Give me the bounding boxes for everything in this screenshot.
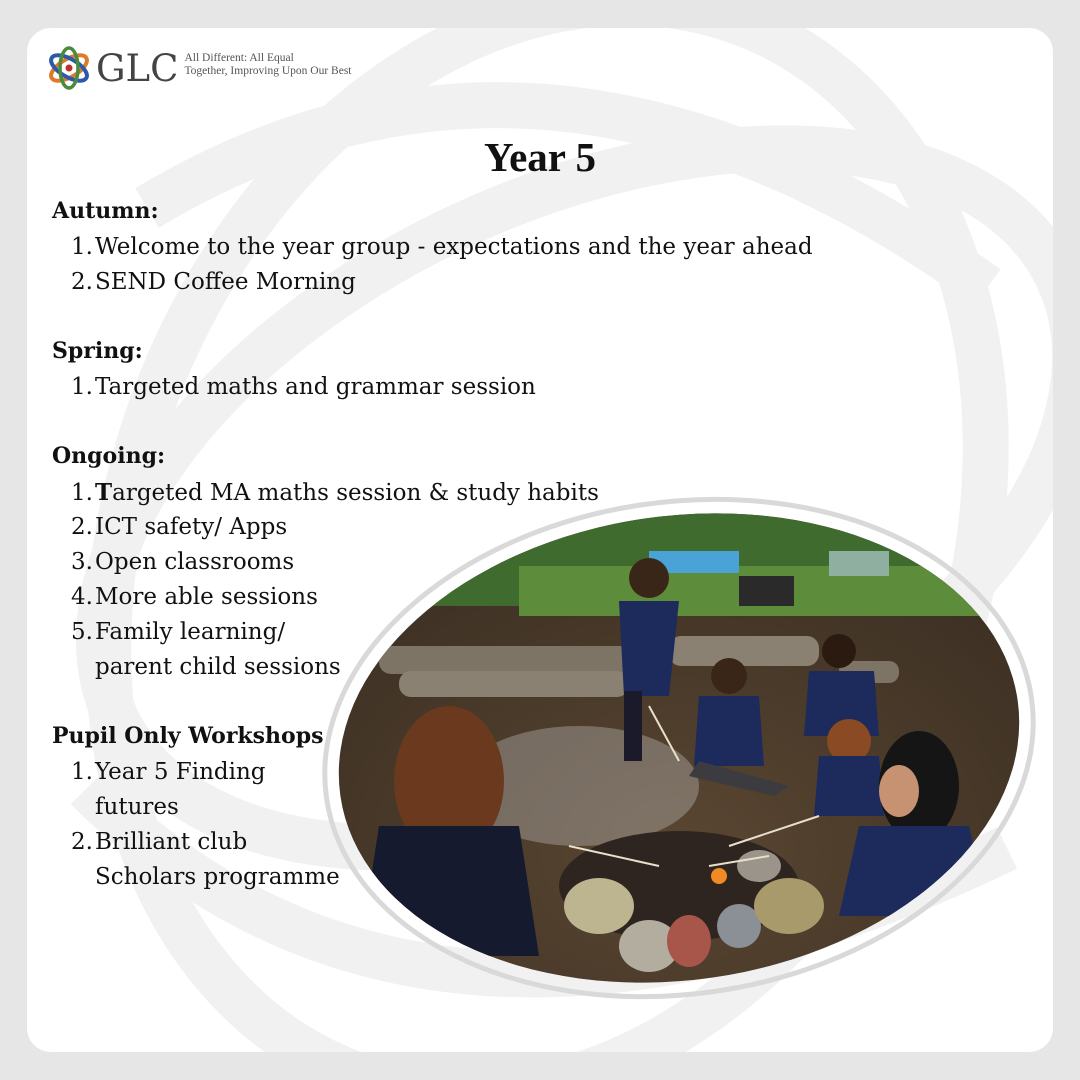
- list-item-text: Brilliant club: [95, 829, 248, 855]
- list-item: [71, 825, 340, 895]
- list-item: [71, 510, 287, 545]
- list-item-text: Open classrooms: [95, 549, 295, 575]
- section-heading-ongoing: Ongoing:: [52, 443, 166, 469]
- page-title: Year 5: [484, 134, 596, 180]
- list-item-text: Targeted maths and grammar session: [95, 374, 536, 400]
- list-item-number: 3.: [71, 549, 93, 575]
- children-campfire-photo: [319, 486, 1039, 1006]
- list-item-number: 1.: [71, 480, 93, 506]
- section-heading-autumn: Autumn:: [52, 198, 159, 224]
- logo-text: GLC: [96, 46, 179, 90]
- list-item-continuation: Scholars programme: [95, 864, 340, 890]
- list-item: [71, 370, 536, 405]
- list-item-text: Year 5 Finding: [95, 759, 266, 785]
- list-item-continuation: futures: [95, 794, 179, 820]
- list-item-text: ICT safety/ Apps: [95, 514, 288, 540]
- tagline-line-1: All Different: All Equal: [184, 52, 294, 64]
- list-item-number: 1.: [71, 234, 93, 260]
- list-item-number: 5.: [71, 619, 93, 645]
- list-item: [71, 230, 813, 265]
- list-item-number: 4.: [71, 584, 93, 610]
- list-item-text: More able sessions: [95, 584, 318, 610]
- list-item: [71, 580, 318, 615]
- list-item-text: Welcome to the year group - expectations and the year ahead: [95, 234, 813, 260]
- logo-tagline: [184, 52, 351, 78]
- list-item-continuation: parent child sessions: [95, 654, 341, 680]
- list-item-first-letter: T: [95, 479, 113, 506]
- list-item: [71, 265, 356, 300]
- list-item-text: Family learning/: [95, 619, 286, 645]
- list-item: [71, 755, 266, 825]
- school-logo: [44, 44, 352, 92]
- list-item-text: SEND Coffee Morning: [95, 269, 356, 295]
- list-item-text: argeted MA maths session & study habits: [112, 480, 599, 506]
- list-item-number: 1.: [71, 374, 93, 400]
- list-item: [71, 545, 294, 580]
- list-item-number: 2.: [71, 829, 93, 855]
- list-item-number: 2.: [71, 269, 93, 295]
- section-heading-pupil-workshops: Pupil Only Workshops: [52, 723, 324, 749]
- list-item-number: 2.: [71, 514, 93, 540]
- list-item-number: 1.: [71, 759, 93, 785]
- list-item: [71, 615, 341, 685]
- section-heading-spring: Spring:: [52, 338, 143, 364]
- content-card: [27, 28, 1053, 1052]
- tagline-line-2: Together, Improving Upon Our Best: [184, 65, 352, 77]
- logo-emblem-icon: [44, 44, 94, 92]
